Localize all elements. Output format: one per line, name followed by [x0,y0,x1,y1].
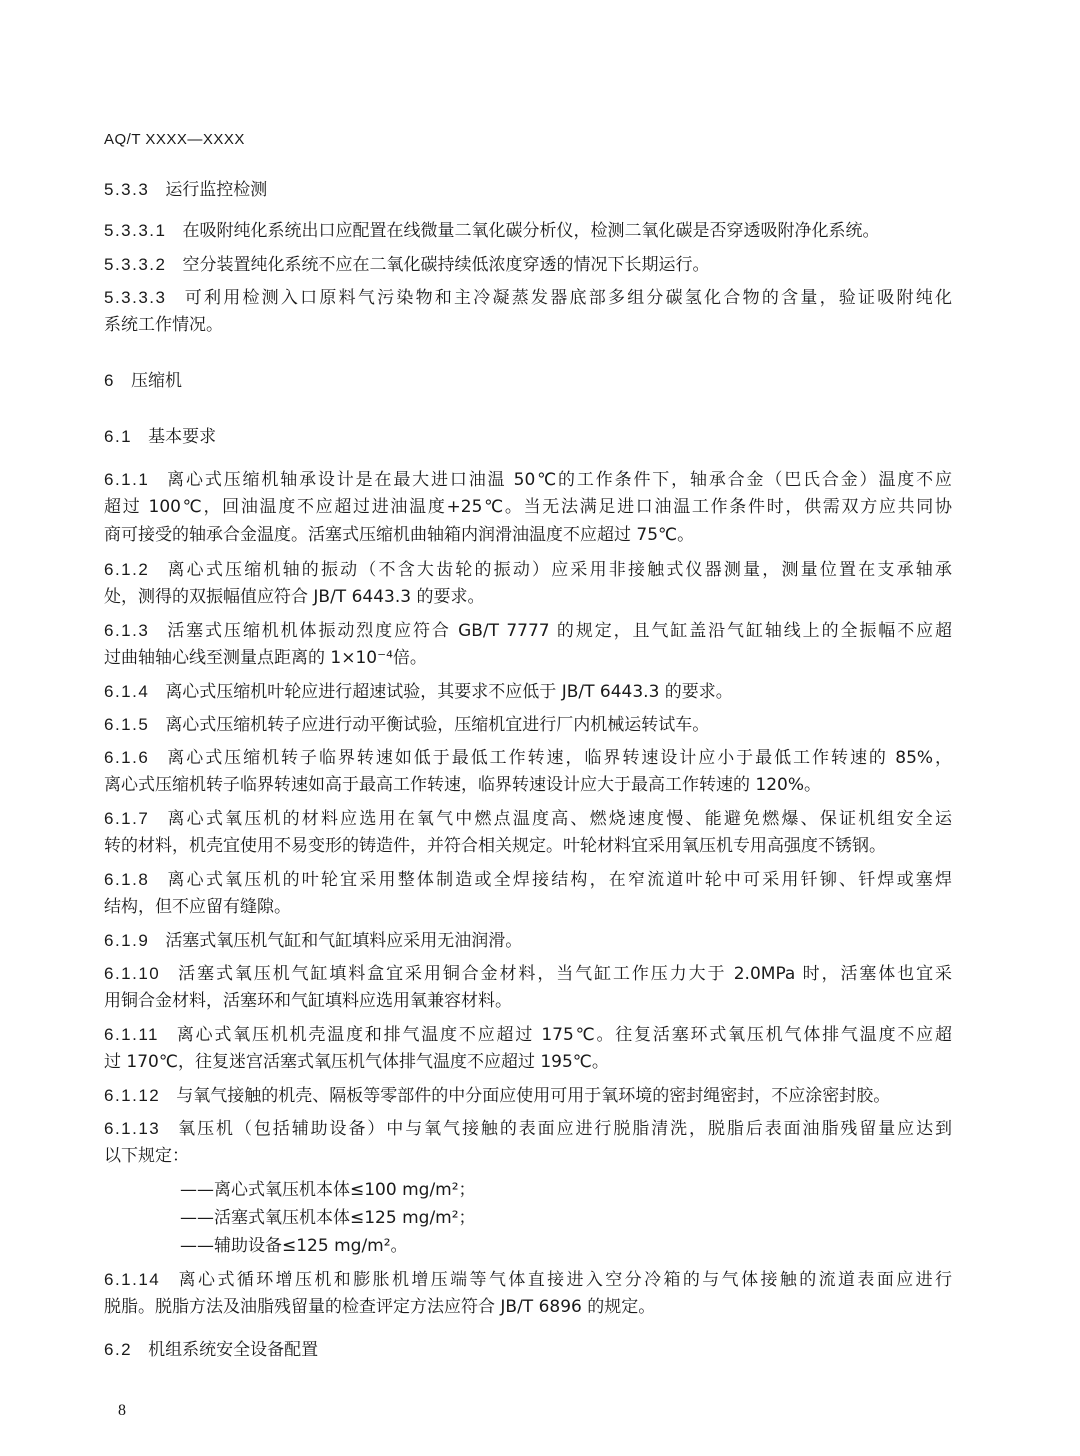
clause-text: 脱脂。脱脂方法及油脂残留量的检查评定方法应符合 JB/T 6896 的规定。 [104,1296,656,1317]
text-line [104,1049,952,1077]
clause-number: 6.1.1 [104,470,150,489]
text-line [104,772,952,800]
clause-text: 离心式氧压机机壳温度和排气温度不应超过 175℃。往复活塞环式氧压机气体排气温度不应超 [175,1025,952,1045]
clause-paragraph [104,711,952,739]
clause-number: 6.1.12 [104,1086,161,1105]
page-number: 8 [118,1402,126,1419]
text-line [104,1336,952,1364]
clause-paragraph [104,960,952,1016]
section-heading [104,1336,952,1364]
text-line [104,1294,952,1322]
clause-paragraph [104,1266,952,1322]
list-item [142,1233,990,1261]
clause-text: 氧压机（包括辅助设备）中与氧气接触的表面应进行脱脂清洗，脱脂后表面油脂残留量应达到 [176,1119,952,1139]
clause-text: 机组系统安全设备配置 [148,1340,319,1360]
clause-paragraph [104,617,952,673]
text-line [104,927,952,955]
list-item [142,1177,990,1205]
text-line [104,217,952,245]
text-line [104,466,952,494]
clause-text: 在吸附纯化系统出口应配置在线微量二氧化碳分析仪，检测二氧化碳是否穿透吸附净化系统。 [182,221,880,241]
standard-code: AQ/T XXXX—XXXX [104,131,245,148]
list-item [142,1205,990,1233]
clause-text: 系统工作情况。 [104,314,223,335]
clause-number: 6.1.5 [104,715,150,734]
clause-text: 离心式压缩机转子临界转速如高于最高工作转速，临界转速设计应大于最高工作转速的 120%。 [104,774,822,795]
clause-paragraph [104,217,952,245]
clause-text: 离心式压缩机轴承设计是在最大进口油温 50℃的工作条件下，轴承合金（巴氏合金）温度不应 [165,470,952,490]
clause-paragraph [104,1021,952,1077]
clause-number: 6.1.8 [104,870,150,889]
clause-text: 离心式循环增压机和膨胀机增压端等气体直接进入空分冷箱的与气体接触的流道表面应进行 [176,1270,952,1290]
clause-text: 处，测得的双振幅值应符合 JB/T 6443.3 的要求。 [104,586,485,607]
clause-text: 离心式氧压机的叶轮宜采用整体制造或全焊接结构，在窄流道叶轮中可采用钎铆、钎焊或塞焊 [165,870,952,890]
text-line [104,645,952,673]
text-line [104,423,952,451]
clause-text: 转的材料，机壳宜使用不易变形的铸造件，并符合相关规定。叶轮材料宜采用氧压机专用高强度不锈钢。 [104,835,886,856]
text-line [104,284,952,312]
clause-paragraph [104,556,952,612]
section-heading [104,176,952,204]
text-line [104,1021,952,1049]
clause-paragraph [104,744,952,800]
clause-text: 压缩机 [130,371,182,391]
clause-number: 6.1 [104,427,133,446]
clause-number: 6.1.6 [104,748,150,767]
clause-paragraph [104,466,952,549]
clause-paragraph [104,1115,952,1171]
clause-paragraph [104,678,952,706]
text-line [104,1266,952,1294]
clause-number: 6.1.7 [104,809,150,828]
text-line [104,744,952,772]
clause-number: 5.3.3.1 [104,221,167,240]
section-heading [104,367,952,395]
clause-number: 5.3.3.2 [104,255,167,274]
clause-number: 6.1.9 [104,931,150,950]
text-line [104,522,952,550]
text-line [104,367,952,395]
clause-number: 5.3.3.3 [104,288,167,307]
clause-number: 6.1.11 [104,1025,160,1044]
clause-text: 运行监控检测 [165,180,268,200]
text-line [104,1115,952,1143]
text-line [104,251,952,279]
clause-text: 以下规定： [104,1145,189,1166]
text-line [104,960,952,988]
clause-text: ——辅助设备≤125 mg/m²。 [180,1235,408,1256]
clause-text: 活塞式氧压机气缸填料盒宜采用铜合金材料，当气缸工作压力大于 2.0MPa 时，活塞体也宜采 [176,964,952,984]
text-line [104,312,952,340]
clause-text: ——活塞式氧压机本体≤125 mg/m²； [180,1207,476,1228]
clause-number: 6.1.2 [104,560,150,579]
clause-text: 用铜合金材料，活塞环和气缸填料应选用氧兼容材料。 [104,990,512,1011]
clause-number: 6.2 [104,1340,133,1359]
clause-text: 过曲轴轴心线至测量点距离的 1×10⁻⁴倍。 [104,647,427,668]
clause-number: 6.1.14 [104,1270,161,1289]
text-line [104,988,952,1016]
clause-text: 活塞式压缩机机体振动烈度应符合 GB/T 7777 的规定，且气缸盖沿气缸轴线上的全振幅不应超 [165,621,952,641]
clause-number: 6 [104,371,115,390]
clause-text: 活塞式氧压机气缸和气缸填料应采用无油润滑。 [165,931,523,951]
text-line [104,494,952,522]
clause-number: 6.1.10 [104,964,161,983]
clause-paragraph [104,251,952,279]
clause-paragraph [104,284,952,340]
text-line [104,1143,952,1171]
clause-paragraph [104,866,952,922]
text-line [104,866,952,894]
clause-text: 空分装置纯化系统不应在二氧化碳持续低浓度穿透的情况下长期运行。 [182,255,710,275]
clause-text: 离心式压缩机叶轮应进行超速试验，其要求不应低于 JB/T 6443.3 的要求。 [165,682,733,702]
text-line [104,617,952,645]
section-heading [104,423,952,451]
text-line [104,176,952,204]
requirement-list [104,1177,990,1260]
clause-text: 离心式压缩机转子临界转速如低于最低工作转速，临界转速设计应小于最低工作转速的 85%， [165,748,952,768]
clause-text: 超过 100℃，回油温度不应超过进油温度+25℃。当无法满足进口油温工作条件时，供需双方应共同协 [104,496,952,517]
text-line [104,833,952,861]
clause-text: 商可接受的轴承合金温度。活塞式压缩机曲轴箱内润滑油温度不应超过 75℃。 [104,524,695,545]
clause-paragraph [104,1082,952,1110]
clause-text: 结构，但不应留有缝隙。 [104,896,291,917]
text-line [104,711,952,739]
text-line [104,556,952,584]
clause-number: 5.3.3 [104,180,150,199]
text-line [104,805,952,833]
clause-paragraph [104,927,952,955]
clause-text: 离心式压缩机转子应进行动平衡试验，压缩机宜进行厂内机械运转试车。 [165,715,710,735]
clause-text: ——离心式氧压机本体≤100 mg/m²； [180,1180,476,1200]
text-line [104,678,952,706]
clause-number: 6.1.13 [104,1119,161,1138]
clause-number: 6.1.4 [104,682,150,701]
clause-text: 基本要求 [148,427,217,447]
clause-number: 6.1.3 [104,621,150,640]
text-line [104,584,952,612]
text-line [104,894,952,922]
clause-text: 与氧气接触的机壳、隔板等零部件的中分面应使用可用于氧环境的密封绳密封，不应涂密封胶。 [176,1086,891,1106]
text-line [104,1082,952,1110]
clause-text: 可利用检测入口原料气污染物和主冷凝蒸发器底部多组分碳氢化合物的含量，验证吸附纯化 [182,288,952,308]
clause-text: 离心式氧压机的材料应选用在氧气中燃点温度高、燃烧速度慢、能避免燃爆、保证机组安全运 [165,809,952,829]
clause-paragraph [104,805,952,861]
clause-text: 过 170℃，往复迷宫活塞式氧压机气体排气温度不应超过 195℃。 [104,1051,609,1072]
clause-text: 离心式压缩机轴的振动（不含大齿轮的振动）应采用非接触式仪器测量，测量位置在支承轴承 [165,560,952,580]
